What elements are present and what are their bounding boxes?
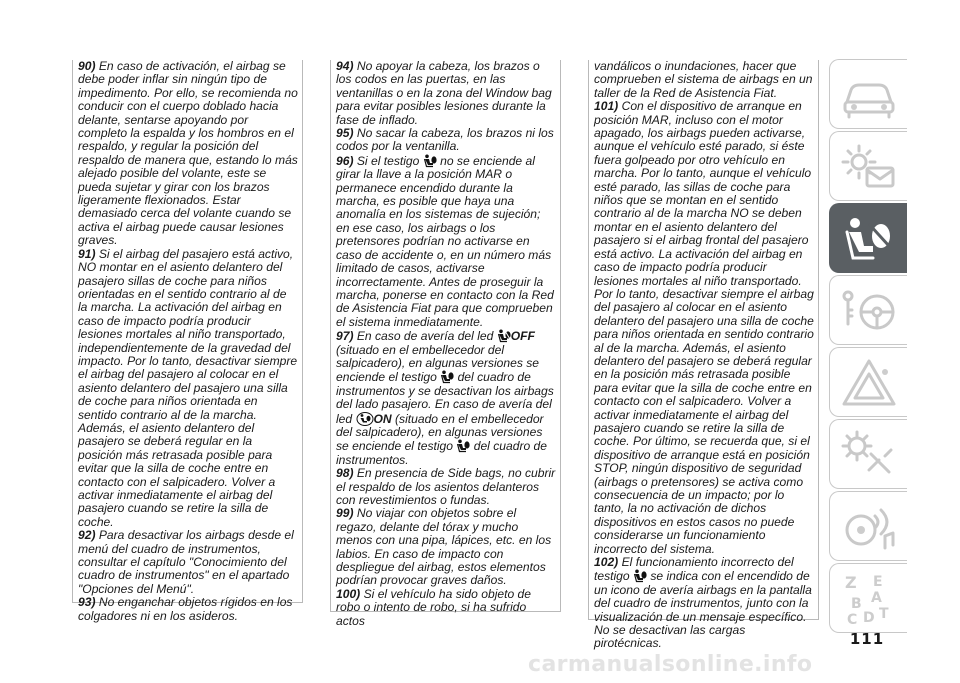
note-text: Si el airbag del pasajero está activo, NO montar en el asiento delantero del pasajero sillas de coche para niños orientadas en el sentido contrario al de la marcha. La activación del airbag en caso de impacto podría producir lesiones mortales al niño transportado, independientemente de la gravedad del impacto. Por lo tanto, desactivar siempre el airbag del pasajero al colocar en el asiento delantero del pasajero una silla de coche para niños orientada en sentido contrario al de la marcha. Además, el asiento delantero del pasajero se deberá regular en la posición más retrasada posible para evitar que la silla de coche entre en contacto con el salpicadero. Volver a activar inmediatamente el airbag del pasajero cuando se retire la silla de coche.	[78, 246, 298, 529]
note-number: 100)	[336, 586, 361, 601]
note-text: En caso de activación, el airbag se debe poder inflar sin ningún tipo de impedimento. Por ello, se recomienda no conducir con el cuerpo doblado hacia delante, sentarse apoyando por completo la espalda y los hombros en el respaldo, y regular la posición del respaldo de manera que, estando lo más alejado posible del volante, este se pueda sujetar y girar con los brazos ligeramente flexionados. Estar demasiado cerca del volante cuando se activa el airbag puede causar lesiones graves.	[78, 59, 298, 248]
note-paragraph	[594, 60, 814, 100]
note-text: No enganchar objetos rígidos en los colgadores ni en los asideros.	[78, 595, 293, 623]
airbag-icon	[633, 569, 647, 583]
led-label: OFF	[510, 329, 535, 344]
note-number: 93)	[78, 595, 96, 610]
watermark: carmanualsonline.info	[528, 652, 813, 677]
multimedia-icon	[839, 500, 899, 554]
note-number: 101)	[594, 99, 619, 114]
warning-lights-icon	[839, 140, 899, 194]
note-text: Con el dispositivo de arranque en posición MAR, incluso con el motor apagado, los airbags pueden activarse, aunque el vehículo esté parado, si éste fuera golpeado por otro vehículo en marcha. Por lo tanto, aunque el vehículo esté parado, las sillas de coche para niños que se montan en el sentido contrario al de la marcha NO se deben montar en el asiento delantero del pasajero si el airbag frontal del pasajero está activo. La activación del airbag en caso de impacto podría producir lesiones mortales al niño transportado. Por lo tanto, desactivar siempre el airbag del pasajero al colocar en el asiento delantero del pasajero una silla de coche para niños orientada en sentido contrario al de la marcha. Además, el asiento delantero del pasajero se deberá regular en la posición más retrasada posible para evitar que la silla de coche entre en contacto con el salpicadero. Volver a activar inmediatamente el airbag del pasajero cuando se retire la silla de coche. Por último, se recuerda que, si el dispositivo de arranque está en posición STOP, ningún dispositivo de seguridad (airbags o pretensores) se activa como consecuencia de un impacto; por lo tanto, la no activación de dichos dispositivos en estos casos no puede considerarse un funcionamiento incorrecto del sistema.	[594, 99, 814, 556]
note-text: Para desactivar los airbags desde el menú del cuadro de instrumentos, consultar el capítulo "Conocimiento del cuadro de instrumentos" en el apartado "Opciones del Menú".	[78, 528, 294, 596]
note-number: 90)	[78, 59, 96, 73]
note-paragraph	[594, 556, 814, 651]
note-paragraph	[336, 127, 556, 154]
index-letter: A	[871, 590, 882, 606]
note-paragraph	[336, 154, 556, 329]
note-text: El funcionamiento incorrecto del testigo	[594, 555, 794, 584]
note-paragraph	[336, 329, 556, 467]
tab-safety[interactable]	[829, 203, 907, 273]
tab-warning-lights[interactable]	[829, 131, 907, 201]
note-text: se indica con el encendido de un icono de avería airbags en la pantalla del cuadro de instrumentos, junto con la visualización de un mensaje específico. No se desactivan las cargas pirotécnicas.	[594, 569, 812, 651]
note-number: 97)	[336, 329, 354, 344]
led-label: ON	[373, 411, 392, 426]
note-paragraph	[336, 588, 556, 628]
tab-index[interactable]	[829, 563, 907, 633]
airbag-on-icon	[356, 412, 374, 426]
note-paragraph	[78, 60, 298, 248]
alphabetical-index-icon	[839, 572, 899, 626]
index-letter: E	[873, 574, 883, 590]
note-paragraph	[336, 467, 556, 507]
note-number: 96)	[336, 153, 354, 168]
tab-maintenance[interactable]	[829, 419, 907, 489]
note-paragraph	[336, 60, 556, 127]
note-paragraph	[78, 596, 298, 623]
note-text: Si el vehículo ha sido objeto de robo o intento de robo, si ha sufrido actos	[336, 586, 532, 628]
column-2	[330, 59, 561, 628]
note-text: No viajar con objetos sobre el regazo, delante del tórax y mucho menos con una pipa, lápices, etc. en los labios. En caso de impacto con despliegue del airbag, estos elementos podrían provocar graves daños.	[336, 506, 552, 588]
note-paragraph	[78, 529, 298, 596]
note-number: 99)	[336, 506, 354, 521]
note-paragraph	[336, 507, 556, 587]
chapter-sidebar	[829, 59, 907, 635]
note-paragraph	[78, 248, 298, 530]
note-number: 91)	[78, 246, 96, 261]
note-text: Si el testigo	[356, 153, 423, 168]
note-number: 92)	[78, 528, 96, 543]
seat-airbag-icon	[839, 212, 899, 266]
note-text: No apoyar la cabeza, los brazos o los codos en las puertas, en las ventanillas o en la zona del Window bag para evitar posibles lesiones durante la fase de inflado.	[336, 59, 552, 127]
note-text: vandálicos o inundaciones, hacer que comprueben el sistema de airbags en un taller de la Red de Asistencia Fiat.	[594, 59, 813, 100]
airbag-icon	[456, 439, 470, 453]
note-text: (situado en el embellecedor del salpicadero), en algunas versiones se enciende el testigo	[336, 342, 540, 385]
note-number: 95)	[336, 126, 354, 141]
airbag-icon	[440, 370, 454, 384]
note-paragraph	[594, 100, 814, 556]
steering-wheel-key-icon	[839, 284, 899, 338]
page-number: 111	[849, 630, 885, 648]
note-number: 94)	[336, 59, 354, 73]
note-number: 102)	[594, 555, 619, 570]
car-dashboard-icon	[839, 68, 899, 122]
index-letter: C	[847, 612, 858, 628]
service-tools-icon	[839, 428, 899, 482]
airbag-off-icon	[497, 329, 511, 343]
airbag-icon	[423, 154, 437, 168]
index-letter: T	[879, 606, 889, 622]
note-text: En caso de avería del led	[356, 329, 497, 344]
note-number: 98)	[336, 466, 354, 481]
note-text: No sacar la cabeza, los brazos ni los codos por la ventanilla.	[336, 126, 554, 154]
tab-car-dashboard[interactable]	[829, 59, 907, 129]
column-1	[72, 59, 303, 623]
index-letter: D	[863, 610, 875, 626]
index-letter: Z	[845, 573, 857, 592]
tab-emergency[interactable]	[829, 347, 907, 417]
column-3	[588, 59, 819, 651]
index-letter: B	[851, 596, 862, 612]
tab-multimedia[interactable]	[829, 491, 907, 561]
note-text: del cuadro de instrumentos y se desactivan los airbags del lado pasajero. En caso de avería del led	[336, 370, 554, 426]
note-text: del cuadro de instrumentos.	[336, 439, 548, 467]
note-text: no se enciende al girar la llave a la posición MAR o permanece encendido durante la marcha, es posible que haya una anomalía en los sistemas de sujeción; en ese caso, los airbags o los pretensores podrían no activarse en caso de accidente o, en un número más limitado de casos, activarse incorrectamente. Antes de proseguir la marcha, ponerse en contacto con la Red de Asistencia Fiat para que comprueben el sistema inmediatamente.	[336, 153, 554, 329]
tab-starting-driving[interactable]	[829, 275, 907, 345]
note-text: (situado en el embellecedor del salpicadero), en algunas versiones se enciende el testigo	[336, 411, 544, 454]
note-text: En presencia de Side bags, no cubrir el respaldo de los asientos delanteros con revestimientos o fundas.	[336, 466, 556, 507]
warning-triangle-icon	[839, 356, 899, 410]
